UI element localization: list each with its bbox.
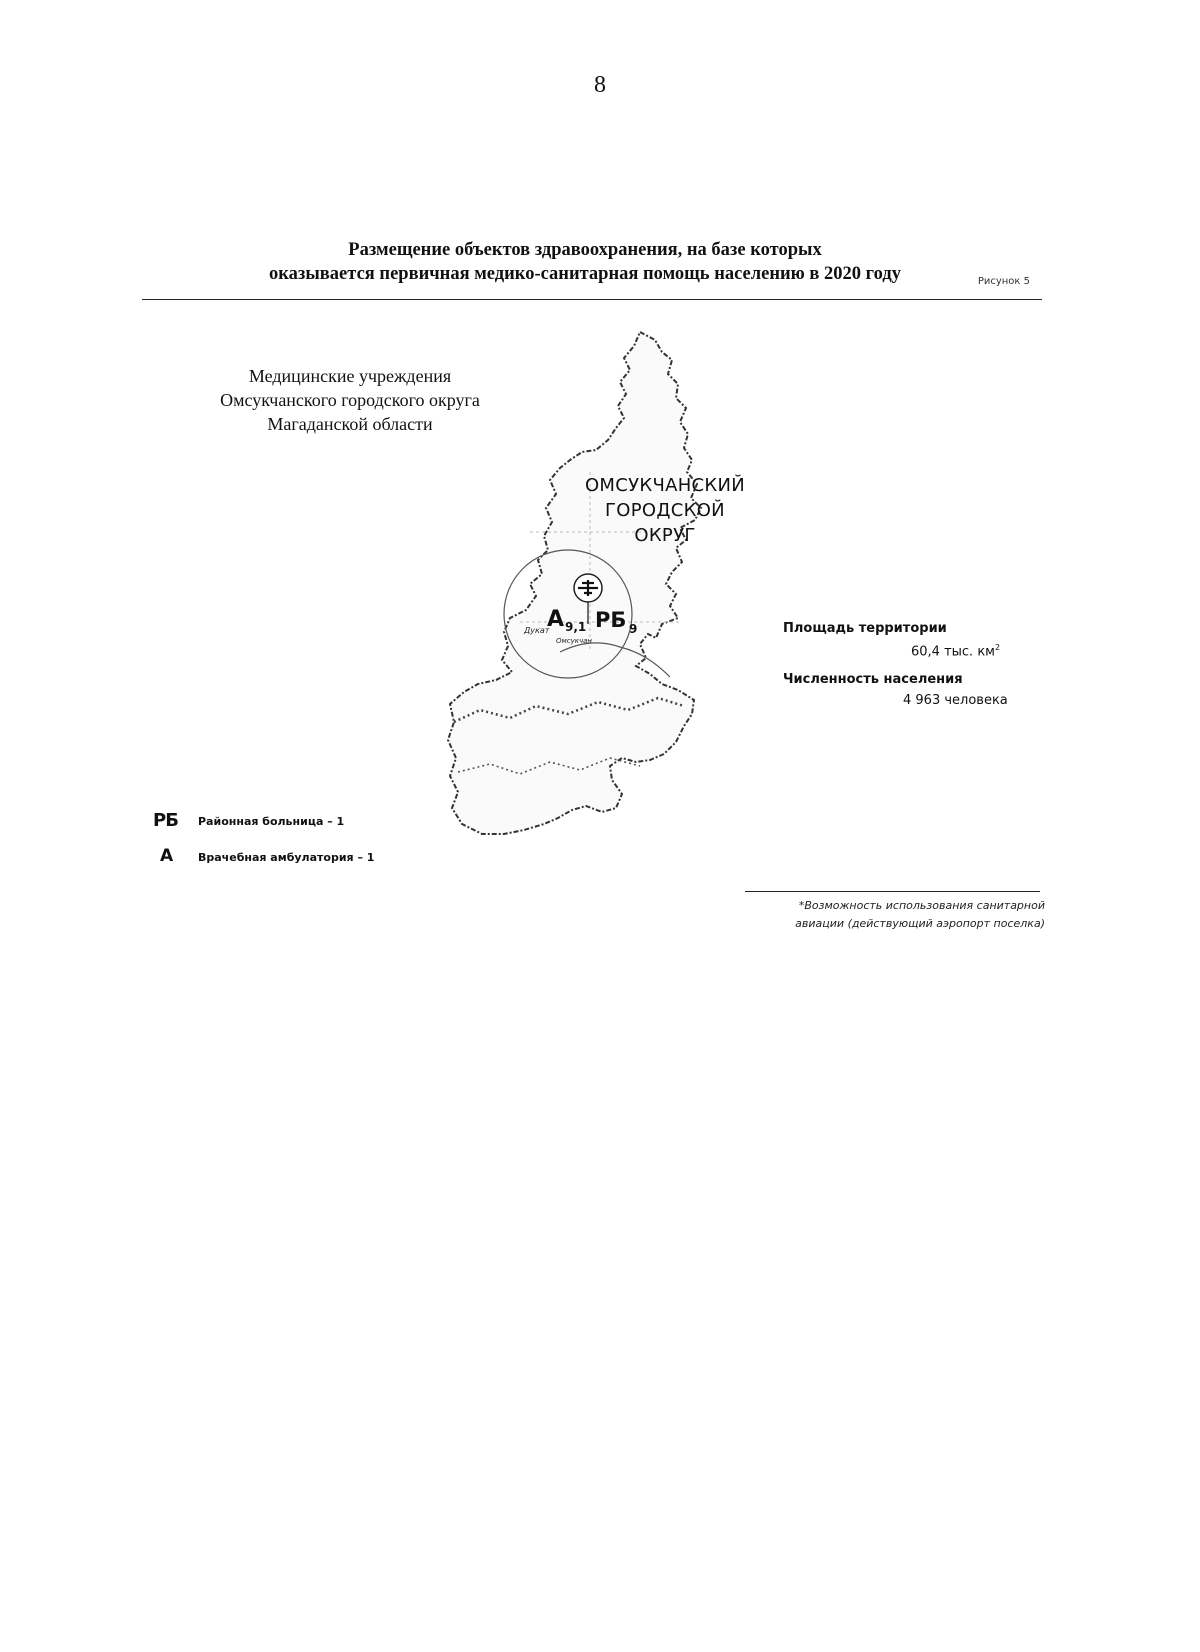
population-value: 4 963 человека (903, 693, 1008, 708)
marker-rb-letters: РБ (595, 608, 627, 632)
marker-rb-subscript: 9 (629, 622, 638, 636)
figure-label: Рисунок 5 (977, 276, 1030, 287)
footnote-line-1: *Возможность использования санитарной (798, 899, 1045, 912)
area-value-text: 60,4 тыс. км (911, 644, 995, 660)
marker-a-subscript: 9,1 (565, 620, 587, 634)
title-line-2: оказывается первичная медико-санитарная помощь населению в 2020 году (269, 264, 901, 284)
map-region-label-line-1: ОМСУКЧАНСКИЙ (584, 475, 746, 496)
area-unit-superscript: 2 (995, 643, 1001, 652)
institutions-heading-line-2: Омсукчанского городского округа (220, 390, 480, 410)
legend-hospital-text: Районная больница – 1 (198, 815, 345, 828)
title-divider (142, 299, 1042, 300)
district-map (440, 322, 780, 882)
institutions-heading-line-1: Медицинские учреждения (248, 366, 452, 386)
document-title (200, 238, 970, 286)
page-number: 8 (594, 72, 606, 98)
legend-ambulatory-text: Врачебная амбулатория – 1 (198, 851, 375, 864)
settlement-dukat: Дукат (524, 626, 550, 635)
legend-hospital-symbol: РБ (153, 810, 178, 831)
map-region-label-line-2: ГОРОДСКОЙ (605, 500, 725, 521)
settlement-omsukchan: Омсукчан (556, 637, 593, 645)
legend-ambulatory-symbol: А (160, 846, 174, 866)
map-region-label-line-3: ОКРУГ (634, 525, 696, 546)
footnote (745, 897, 1045, 933)
footnote-line-2: авиации (действующий аэропорт поселка) (795, 917, 1045, 930)
footnote-divider (745, 891, 1040, 892)
population-label: Численность населения (783, 672, 963, 687)
area-label: Площадь территории (783, 621, 947, 636)
marker-a-letter: А (547, 607, 565, 632)
map-region-label (540, 473, 790, 548)
title-line-1: Размещение объектов здравоохранения, на базе которых (348, 240, 822, 260)
area-value (911, 643, 1000, 659)
institutions-heading-line-3: Магаданской области (267, 414, 433, 434)
